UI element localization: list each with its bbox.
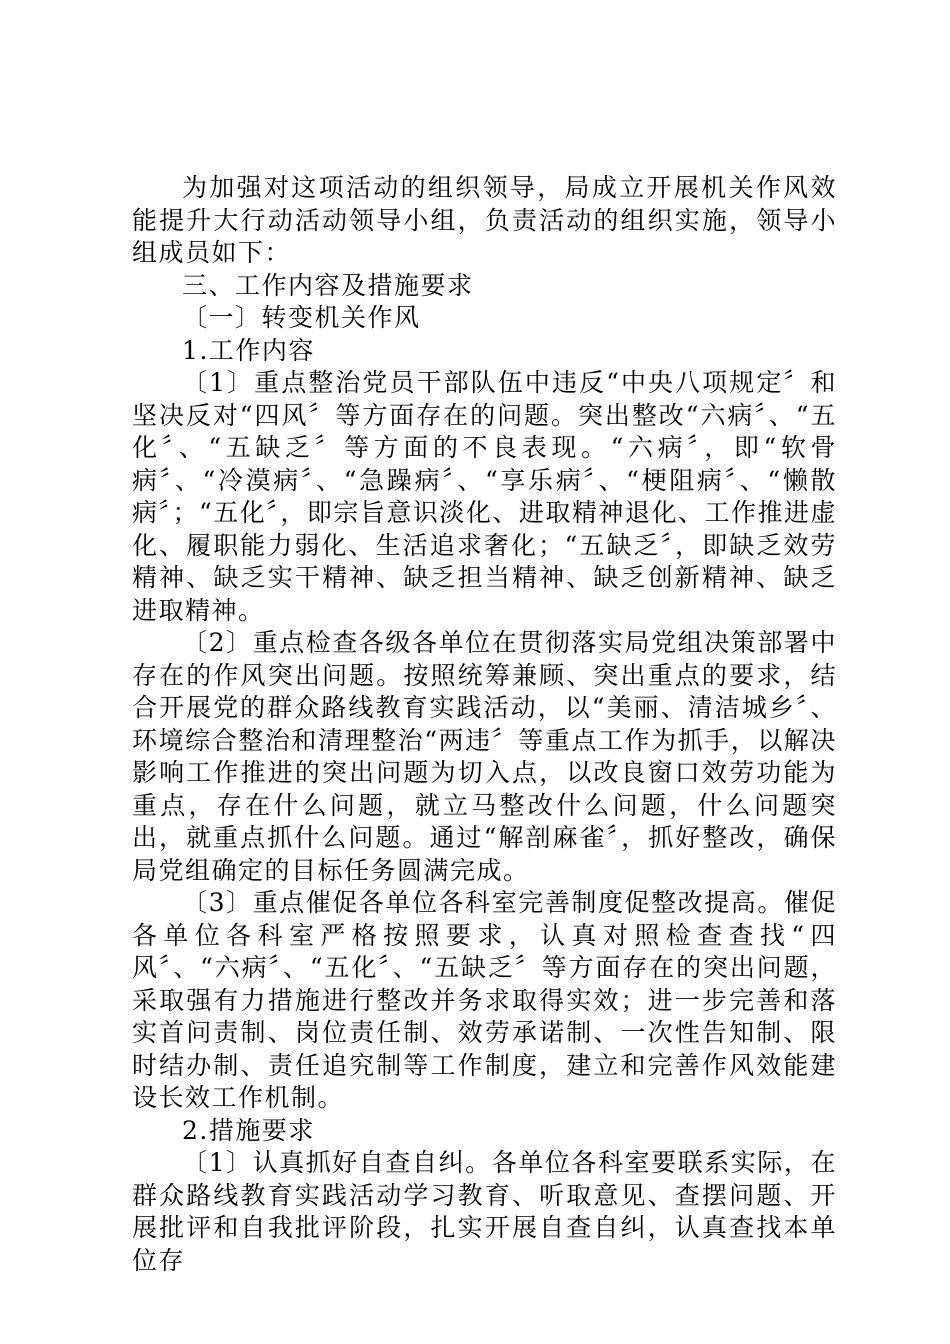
section-heading: 三、工作内容及措施要求 bbox=[182, 270, 474, 300]
measure-paragraph-1: 〔1〕认真抓好自查自纠。各单位各科室要联系实际，在群众路线教育实践活动学习教育、听取意见、查摆问题、开展批评和自我批评阶段，扎实开展自查自纠，认真查找本单位存 bbox=[132, 1148, 837, 1275]
content-paragraph-1: 〔1〕重点整治党员干部队伍中违反“中央八项规定〞和坚决反对“四风〞等方面存在的问题。突出整改“六病〞、“五化〞、“五缺乏〞等方面的不良表现。“六病〞，即“软骨病〞、“冷漠病〞、“急躁病〞、“享乐病〞、“梗阻病〞、“懒散病〞；“五化〞，即宗旨意识淡化、进取精神退化、工作推进虚化、履职能力弱化、生活追求奢化；“五缺乏〞，即缺乏效劳精神、缺乏实干精神、缺乏担当精神、缺乏创新精神、缺乏进取精神。 bbox=[132, 368, 837, 625]
content-paragraph-2: 〔2〕重点检查各级各单位在贯彻落实局党组决策部署中存在的作风突出问题。按照统筹兼顾、突出重点的要求，结合开展党的群众路线教育实践活动，以“美丽、清洁城乡〞、环境综合整治和清理整治“两违〞等重点工作为抓手，以解决影响工作推进的突出问题为切入点，以改良窗口效劳功能为重点，存在什么问题，就立马整改什么问题，什么问题突出，就重点抓什么问题。通过“解剖麻雀〞，抓好整改，确保局党组确定的目标任务圆满完成。 bbox=[132, 628, 837, 885]
document-page bbox=[132, 172, 837, 1277]
intro-paragraph: 为加强对这项活动的组织领导，局成立开展机关作风效能提升大行动活动领导小组，负责活动的组织实施，领导小组成员如下： bbox=[132, 173, 837, 267]
item-heading-2: 2.措施要求 bbox=[182, 1115, 315, 1145]
content-paragraph-3: 〔3〕重点催促各单位各科室完善制度促整改提高。催促各单位各科室严格按照要求，认真对照检查查找“四风〞、“六病〞、“五化〞、“五缺乏〞等方面存在的突出问题，采取强有力措施进行整改并务求取得实效；进一步完善和落实首问责制、岗位责任制、效劳承诺制、一次性告知制、限时结办制、责任追究制等工作制度，建立和完善作风效能建设长效工作机制。 bbox=[132, 888, 837, 1112]
item-heading: 1.工作内容 bbox=[182, 335, 315, 365]
subsection-heading: 〔一〕转变机关作风 bbox=[182, 303, 421, 332]
